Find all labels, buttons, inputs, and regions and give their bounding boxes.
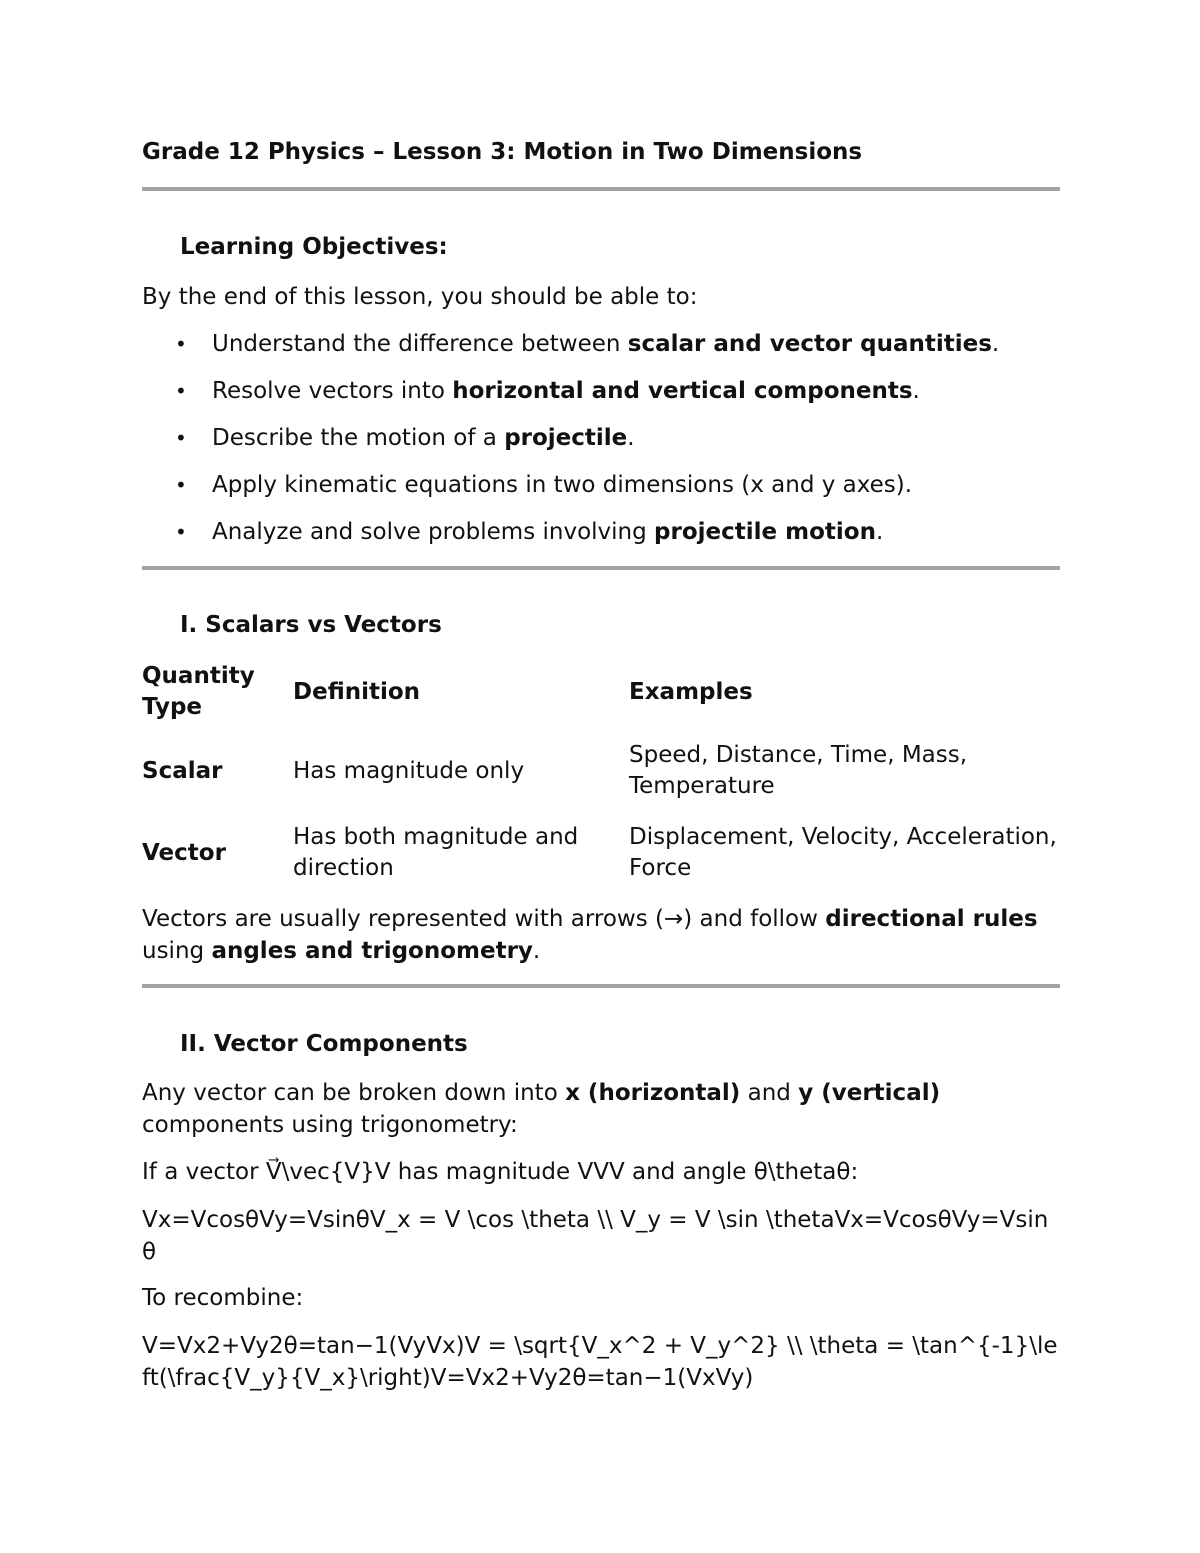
table-cell: Displacement, Velocity, Acceleration, Force [629, 824, 1057, 881]
list-item: • Understand the difference between scalar and vector quantities. [142, 328, 999, 375]
bullet-icon: • [175, 332, 187, 356]
list-item: • Analyze and solve problems involving projectile motion. [142, 516, 999, 563]
page-title: Grade 12 Physics – Lesson 3: Motion in Two Dimensions [142, 139, 863, 165]
recombine-label: To recombine: [142, 1285, 304, 1311]
divider [142, 566, 1060, 570]
component-formula: Vx=VcosθVy=VsinθV_x = V \cos \theta \\ V_y = V \sin \thetaVx=VcosθVy=Vsinθ [142, 1207, 1049, 1265]
table-cell: Has both magnitude and direction [293, 824, 579, 881]
divider [142, 187, 1060, 191]
bullet-icon: • [175, 473, 187, 497]
scalars-heading: I. Scalars vs Vectors [180, 612, 442, 638]
table-header-cell: Definition [293, 678, 421, 705]
table-row [142, 818, 1060, 888]
list-item: • Resolve vectors into horizontal and vertical components. [142, 375, 999, 422]
objectives-heading: Learning Objectives: [180, 234, 448, 260]
table-cell: Vector [142, 839, 226, 866]
recombine-formula: V=Vx2+Vy2θ=tan−1(VyVx)V = \sqrt{V_x^2 + V_y^2} \\ \theta = \tan^{-1}\left(\frac{V_y}{V_x}\right)V=Vx2+Vy2θ=tan−1(VxVy) [142, 1333, 1058, 1391]
objectives-list [142, 328, 999, 563]
list-item: • Describe the motion of a projectile. [142, 422, 999, 469]
vectors-note: Vectors are usually represented with arrows (→) and follow directional rules using angles and trigonometry. [142, 906, 1038, 964]
bullet-icon: • [175, 379, 187, 403]
table-row [142, 724, 1060, 818]
bullet-icon: • [175, 426, 187, 450]
list-item: • Apply kinematic equations in two dimensions (x and y axes). [142, 469, 999, 516]
table-header-cell: Examples [629, 678, 753, 705]
vector-definition: If a vector V⃗\vec{V}V has magnitude VVV and angle θ\thetaθ: [142, 1159, 859, 1185]
objectives-intro: By the end of this lesson, you should be able to: [142, 284, 698, 310]
table-cell: Speed, Distance, Time, Mass, Temperature [629, 742, 968, 799]
table-header-row [142, 660, 1060, 724]
divider [142, 984, 1060, 988]
bullet-icon: • [175, 520, 187, 544]
table-cell: Has magnitude only [293, 757, 525, 784]
components-intro: Any vector can be broken down into x (horizontal) and y (vertical) components using trigonometry: [142, 1080, 941, 1138]
table-cell: Scalar [142, 757, 223, 784]
table-header-cell: Quantity Type [142, 663, 255, 720]
components-heading: II. Vector Components [180, 1031, 468, 1057]
quantity-table [142, 660, 1060, 888]
